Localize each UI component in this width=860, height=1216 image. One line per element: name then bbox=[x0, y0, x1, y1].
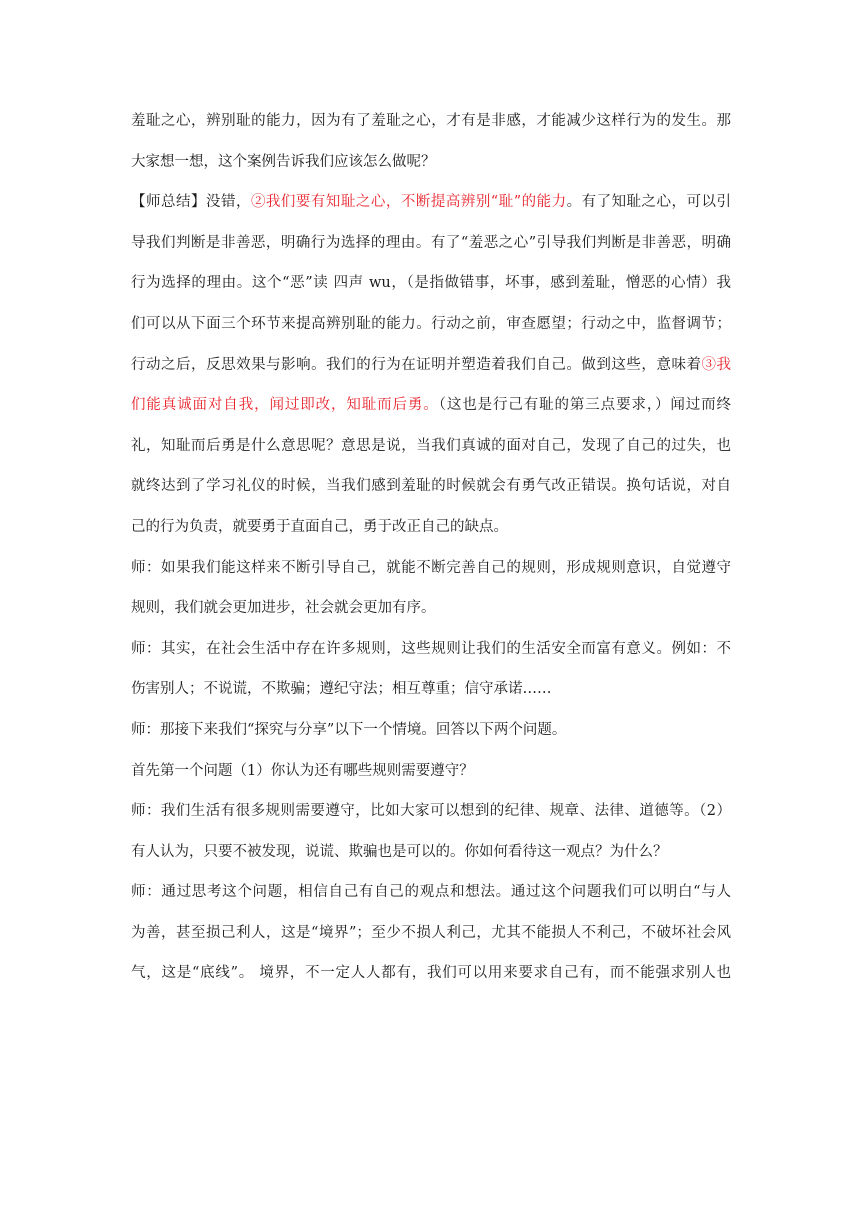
body-text: 首先第一个问题（1）你认为还有哪些规则需要遵守？ bbox=[131, 762, 474, 779]
body-text: （这也是行己有耻的第三点要求，）闻过而终 bbox=[438, 397, 732, 414]
body-text: 伤害别人；不说谎，不欺骗；遵纪守法；相互尊重；信守承诺…… bbox=[131, 681, 552, 698]
highlighted-text: ③我 bbox=[701, 356, 731, 373]
text-line bbox=[131, 751, 731, 792]
text-line bbox=[131, 263, 731, 304]
text-line bbox=[131, 142, 731, 183]
body-text: 师：通过思考这个问题，相信自己有自己的观点和想法。通过这个问题我们可以明白“与人 bbox=[131, 884, 731, 901]
body-text: 己的行为负责，就要勇于直面自己，勇于改正自己的缺点。 bbox=[131, 518, 508, 535]
text-line bbox=[131, 182, 731, 223]
body-text: 师：其实，在社会生活中存在许多规则，这些规则让我们的生活安全而富有意义。例如：不 bbox=[131, 640, 731, 657]
body-text: 为善，甚至损己利人，这是“境界”；至少不损人利己，尤其不能损人不利己，不破坏社会风 bbox=[131, 924, 731, 941]
body-text: 【师总结】没错， bbox=[131, 194, 251, 211]
document-body bbox=[131, 101, 731, 994]
text-line bbox=[131, 832, 731, 873]
text-line bbox=[131, 872, 731, 913]
text-line bbox=[131, 101, 731, 142]
body-text: 师：如果我们能这样来不断引导自己，就能不断完善自己的规则，形成规则意识，自觉遵守 bbox=[131, 559, 731, 576]
text-line bbox=[131, 953, 731, 994]
body-text: 规则，我们就会更加进步，社会就会更加有序。 bbox=[131, 600, 436, 617]
text-line bbox=[131, 629, 731, 670]
body-text: 行动之后，反思效果与影响。我们的行为在证明并塑造着我们自己。做到这些，意味着 bbox=[131, 356, 702, 373]
body-text: 羞耻之心，辨别耻的能力，因为有了羞耻之心，才有是非感，才能减少这样行为的发生。那 bbox=[131, 113, 731, 129]
text-line bbox=[131, 791, 731, 832]
body-text: 师：那接下来我们“探究与分享”以下一个情境。回答以下两个问题。 bbox=[131, 721, 567, 738]
body-text: 有人认为，只要不被发现，说谎、欺骗也是可以的。你如何看待这一观点？为什么？ bbox=[131, 843, 668, 860]
text-line bbox=[131, 426, 731, 467]
body-text: 就终达到了学习礼仪的时候，当我们感到羞耻的时候就会有勇气改正错误。换句话说，对自 bbox=[131, 478, 731, 495]
highlighted-text: 们能真诚面对自我，闻过即改，知耻而后勇。 bbox=[131, 397, 439, 414]
text-line bbox=[131, 345, 731, 386]
text-line bbox=[131, 466, 731, 507]
text-line bbox=[131, 304, 731, 345]
body-text: 礼，知耻而后勇是什么意思呢？意思是说，当我们真诚的面对自己，发现了自己的过失，也 bbox=[131, 437, 731, 454]
body-text: 气，这是“底线”。 境界，不一定人人都有，我们可以用来要求自己有，而不能强求别人也 bbox=[131, 965, 731, 982]
highlighted-text: ②我们要有知耻之心，不断提高辨别“耻”的能力 bbox=[250, 194, 567, 211]
body-text: 们可以从下面三个环节来提高辨别耻的能力。行动之前，审查愿望；行动之中，监督调节； bbox=[131, 315, 731, 332]
text-line bbox=[131, 548, 731, 589]
text-line bbox=[131, 913, 731, 954]
body-text: 师：我们生活有很多规则需要遵守，比如大家可以想到的纪律、规章、法律、道德等。（2） bbox=[131, 803, 731, 820]
text-line bbox=[131, 669, 731, 710]
body-text: 导我们判断是非善恶，明确行为选择的理由。有了“羞恶之心”引导我们判断是非善恶，明确 bbox=[131, 234, 731, 251]
text-line bbox=[131, 385, 731, 426]
body-text: 行为选择的理由。这个“恶”读 四声 wu，（是指做错事，坏事，感到羞耻，憎恶的心情）我 bbox=[131, 275, 731, 292]
text-line bbox=[131, 710, 731, 751]
body-text: 。有了知耻之心，可以引 bbox=[566, 194, 732, 211]
text-line bbox=[131, 507, 731, 548]
text-line bbox=[131, 223, 731, 264]
text-line bbox=[131, 588, 731, 629]
body-text: 大家想一想，这个案例告诉我们应该怎么做呢？ bbox=[131, 153, 436, 170]
